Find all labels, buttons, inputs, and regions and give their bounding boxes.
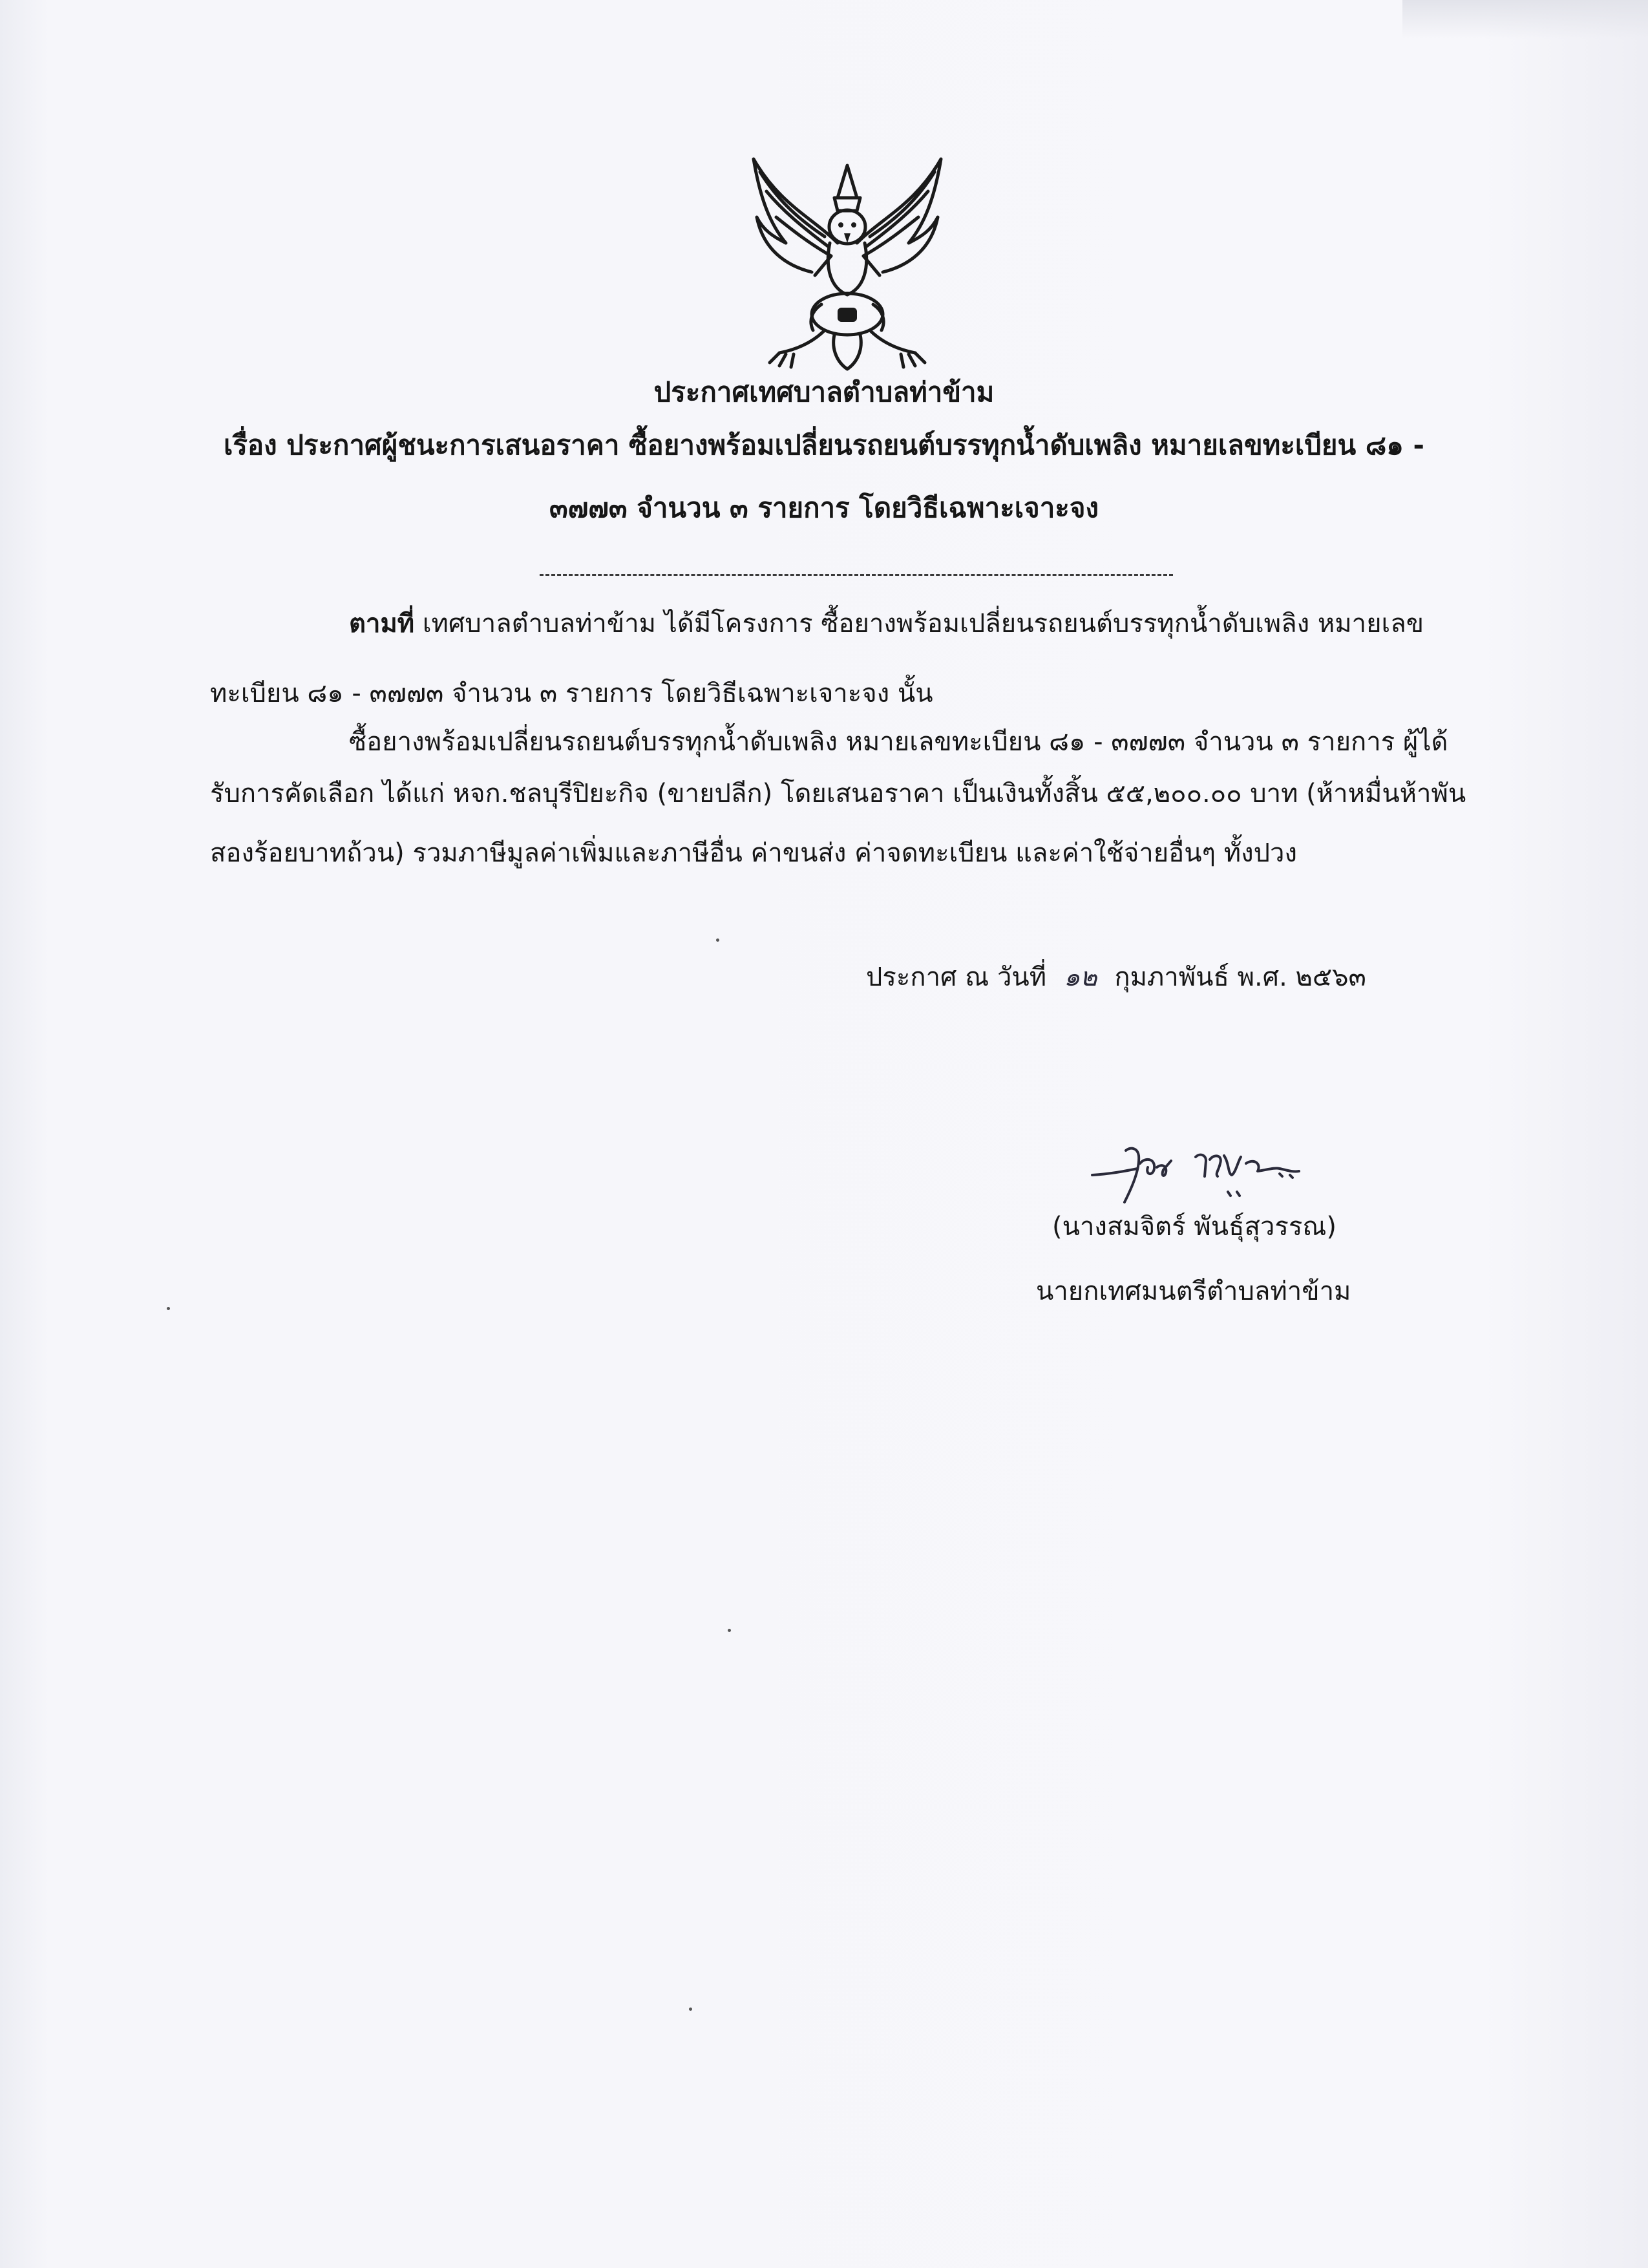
scan-shadow xyxy=(1402,0,1648,39)
garuda-emblem-icon xyxy=(741,146,954,379)
paragraph-2-line-1: ซื้อยางพร้อมเปลี่ยนรถยนต์บรรทุกน้ำดับเพลิง หมายเลขทะเบียน ๘๑ - ๓๗๗๓ จำนวน ๓ รายการ ผู้ได้ xyxy=(349,727,1448,757)
paragraph-1-lead: ตามที่ xyxy=(349,609,415,639)
signatory-position: นายกเทศมนตรีตำบลท่าข้าม xyxy=(1036,1277,1351,1306)
subject-line-1: เรื่อง ประกาศผู้ชนะการเสนอราคา ซื้อยางพร้อมเปลี่ยนรถยนต์บรรทุกน้ำดับเพลิง หมายเลขทะเบียน ๘๑ - xyxy=(223,429,1424,461)
announcement-month-year: กุมภาพันธ์ พ.ศ. ๒๕๖๓ xyxy=(1114,962,1366,992)
paragraph-2-line-3: สองร้อยบาทถ้วน) รวมภาษีมูลค่าเพิ่มและภาษีอื่น ค่าขนส่ง ค่าจดทะเบียน และค่าใช้จ่ายอื่นๆ ทั้งปวง xyxy=(210,838,1298,868)
paragraph-1-line-2: ทะเบียน ๘๑ - ๓๗๗๓ จำนวน ๓ รายการ โดยวิธีเฉพาะเจาะจง นั้น xyxy=(210,679,933,708)
scan-speck xyxy=(689,2008,692,2011)
scan-speck xyxy=(167,1307,170,1310)
announcement-date xyxy=(866,964,1366,990)
paragraph-1-line-1-text: เทศบาลตำบลท่าข้าม ได้มีโครงการ ซื้อยางพร้อมเปลี่ยนรถยนต์บรรทุกน้ำดับเพลิง หมายเลข xyxy=(414,609,1424,639)
divider-line xyxy=(540,574,1173,576)
announcement-prefix: ประกาศ ณ วันที่ xyxy=(866,962,1047,992)
scan-speck xyxy=(716,938,719,942)
signature-image xyxy=(1086,1138,1344,1209)
announcement-day: ๑๒ xyxy=(1063,962,1097,992)
paragraph-2-line-2: รับการคัดเลือก ได้แก่ หจก.ชลบุรีปิยะกิจ (ขายปลีก) โดยเสนอราคา เป็นเงินทั้งสิ้น ๕๕,๒๐๐.๐๐ บาท (ห้าหมื่นห้าพัน xyxy=(210,779,1466,809)
signatory-name: (นางสมจิตร์ พันธุ์สุวรรณ) xyxy=(1052,1212,1337,1242)
subject-line-2: ๓๗๗๓ จำนวน ๓ รายการ โดยวิธีเฉพาะเจาะจง xyxy=(549,492,1099,524)
document-title: ประกาศเทศบาลตำบลท่าข้าม xyxy=(653,376,995,408)
paragraph-1-line-1 xyxy=(349,611,1424,637)
scan-speck xyxy=(728,1629,731,1632)
